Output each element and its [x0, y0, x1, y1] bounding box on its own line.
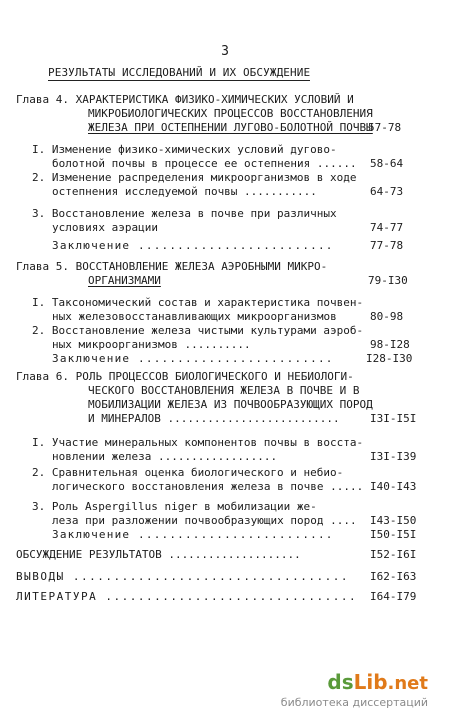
ch5-section-1-pages: 80-98	[370, 310, 404, 323]
chapter-6-pages: I3I-I5I	[370, 412, 417, 425]
ch5-section-1-line-2: ных железовосстанавливающих микроорганизмов	[52, 310, 337, 323]
logo-net: .net	[387, 673, 428, 694]
ch6-section-1-line-2: новлении железа ..................	[52, 450, 278, 463]
chapter-6-title-line-2: ЧЕСКОГО ВОССТАНОВЛЕНИЯ ЖЕЛЕЗА В ПОЧВЕ И В	[88, 384, 360, 397]
watermark-subtitle: библиотека диссертаций	[280, 696, 428, 709]
ch6-conclusion-pages: I50-I5I	[370, 528, 417, 541]
chapter-6-title-line-4: И МИНЕРАЛОВ ..........................	[88, 412, 340, 425]
discussion-pages: I52-I6I	[370, 548, 417, 561]
discussion-entry: ОБСУЖДЕНИЕ РЕЗУЛЬТАТОВ ....................	[16, 548, 301, 561]
ch4-section-1-line-2: болотной почвы в процессе ее остепнения ......	[52, 157, 357, 170]
chapter-5-pages: 79-I30	[368, 274, 408, 287]
logo-ds: ds	[327, 670, 354, 694]
ch5-conclusion-pages: I28-I30	[366, 352, 413, 365]
ch4-section-2-line-2: остепнения исследуемой почвы ...........	[52, 185, 317, 198]
chapter-4-title-line-3: ЖЕЛЕЗА ПРИ ОСТЕПНЕНИИ ЛУГОВО-БОЛОТНОЙ ПОЧВЫ	[88, 121, 373, 134]
section-title: РЕЗУЛЬТАТЫ ИССЛЕДОВАНИЙ И ИХ ОБСУЖДЕНИЕ	[48, 66, 311, 79]
logo-lib: Lib	[353, 670, 388, 694]
chapter-6-title-line-3: МОБИЛИЗАЦИИ ЖЕЛЕЗА ИЗ ПОЧВООБРАЗУЮЩИХ ПОРОД	[88, 398, 373, 411]
ch4-section-2-line-1: 2. Изменение распределения микроорганизмов в ходе	[32, 171, 357, 184]
ch6-section-1-line-1: I. Участие минеральных компонентов почвы в восста-	[32, 436, 364, 449]
ch4-section-3-line-1: 3. Восстановление железа в почве при различных	[32, 207, 337, 220]
ch6-section-1-pages: I3I-I39	[370, 450, 417, 463]
conclusions-entry: ВЫВОДЫ ..................................	[16, 570, 350, 583]
ch6-section-3-pages: I43-I50	[370, 514, 417, 527]
ch4-section-1-pages: 58-64	[370, 157, 404, 170]
ch5-section-2-line-2: ных микроорганизмов ..........	[52, 338, 251, 351]
ch5-section-2-pages: 98-I28	[370, 338, 410, 351]
ch6-section-3-line-1: 3. Роль Aspergillus niger в мобилизации же-	[32, 500, 317, 513]
chapter-5-title-line-1: Глава 5. ВОССТАНОВЛЕНИЕ ЖЕЛЕЗА АЭРОБНЫМИ МИКРО-	[16, 260, 328, 273]
ch5-section-1-line-1: I. Таксономический состав и характеристика почвен-	[32, 296, 364, 309]
literature-entry: ЛИТЕРАТУРА ...............................	[16, 590, 358, 603]
ch4-conclusion: Заключение .........................	[52, 239, 334, 252]
page-number: 3	[221, 44, 229, 59]
ch6-section-3-line-2: леза при разложении почвообразующих пород ....	[52, 514, 357, 527]
ch6-section-2-pages: I40-I43	[370, 480, 417, 493]
ch6-section-2-line-2: логического восстановления железа в почве .....	[52, 480, 364, 493]
ch5-section-2-line-1: 2. Восстановление железа чистыми культурами аэроб-	[32, 324, 364, 337]
ch4-section-2-pages: 64-73	[370, 185, 404, 198]
ch5-conclusion: Заключение .........................	[52, 352, 334, 365]
dslib-logo	[327, 670, 428, 694]
chapter-4-title-line-1: Глава 4. ХАРАКТЕРИСТИКА ФИЗИКО-ХИМИЧЕСКИХ УСЛОВИЙ И	[16, 93, 354, 106]
ch4-section-1-line-1: I. Изменение физико-химических условий дугово-	[32, 143, 337, 156]
chapter-4-pages: 57-78	[368, 121, 402, 134]
ch6-section-2-line-1: 2. Сравнительная оценка биологического и небио-	[32, 466, 344, 479]
chapter-6-title-line-1: Глава 6. РОЛЬ ПРОЦЕССОВ БИОЛОГИЧЕСКОГО И НЕБИОЛОГИ-	[16, 370, 354, 383]
chapter-4-title-line-2: МИКРОБИОЛОГИЧЕСКИХ ПРОЦЕССОВ ВОССТАНОВЛЕНИЯ	[88, 107, 373, 120]
literature-pages: I64-I79	[370, 590, 417, 603]
watermark	[270, 670, 440, 714]
conclusions-pages: I62-I63	[370, 570, 417, 583]
ch4-section-3-pages: 74-77	[370, 221, 404, 234]
ch6-conclusion: Заключение .........................	[52, 528, 334, 541]
ch4-section-3-line-2: условиях аэрации	[52, 221, 158, 234]
ch4-conclusion-pages: 77-78	[370, 239, 404, 252]
chapter-5-title-line-2: ОРГАНИЗМАМИ	[88, 274, 161, 287]
